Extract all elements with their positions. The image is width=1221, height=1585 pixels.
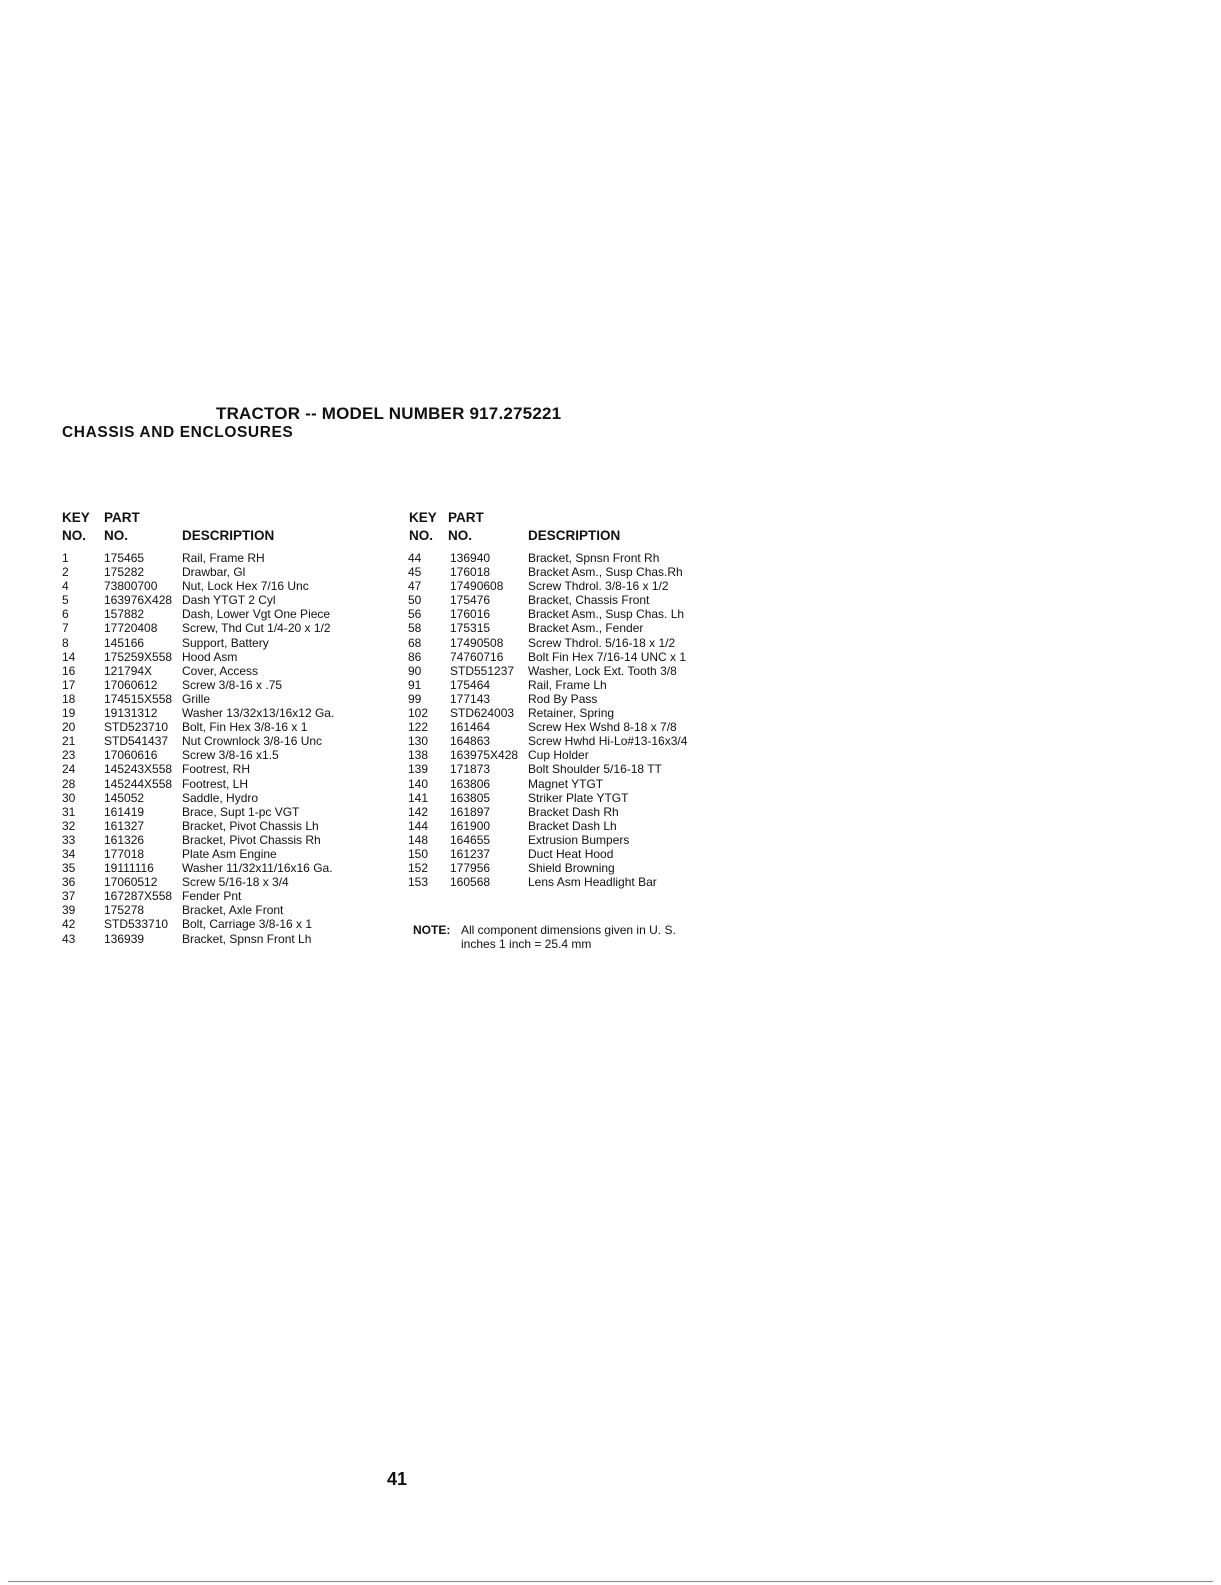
table-row xyxy=(408,861,720,875)
description-cell: Nut, Lock Hex 7/16 Unc xyxy=(182,579,309,594)
key-no-cell: 28 xyxy=(62,776,76,791)
right-header-part-line1: PART xyxy=(448,510,484,525)
key-no-cell: 45 xyxy=(408,565,422,580)
description-cell: Retainer, Spring xyxy=(528,706,615,721)
part-no-cell: 175464 xyxy=(450,677,491,692)
key-no-cell: 6 xyxy=(62,607,69,622)
part-no-cell: 17490508 xyxy=(450,635,504,650)
table-row xyxy=(408,551,720,565)
description-cell: Screw 5/16-18 x 3/4 xyxy=(182,875,289,890)
description-cell: Dash, Lower Vgt One Piece xyxy=(182,607,331,622)
note-label: NOTE: xyxy=(413,923,451,937)
part-no-cell: 167287X558 xyxy=(104,889,173,904)
part-no-cell: 176018 xyxy=(450,565,491,580)
table-row xyxy=(408,734,720,748)
right-header-description: DESCRIPTION xyxy=(528,528,621,543)
part-no-cell: 176016 xyxy=(450,607,491,622)
part-no-cell: 163975X428 xyxy=(450,748,519,763)
table-row xyxy=(408,833,720,847)
right-header-key-line1: KEY xyxy=(409,510,437,525)
key-no-cell: 18 xyxy=(62,691,76,706)
part-no-cell: 19131312 xyxy=(104,706,158,721)
description-cell: Cover, Access xyxy=(182,663,259,678)
table-row xyxy=(62,777,362,791)
page-bottom-rule xyxy=(8,1581,1213,1582)
part-no-cell: STD624003 xyxy=(450,706,515,721)
key-no-cell: 141 xyxy=(408,790,429,805)
part-no-cell: 145166 xyxy=(104,635,145,650)
left-header-key-line2: NO. xyxy=(62,528,87,543)
left-header-part-line2: NO. xyxy=(104,528,129,543)
key-no-cell: 152 xyxy=(408,861,429,876)
description-cell: Dash YTGT 2 Cyl xyxy=(182,593,276,608)
part-no-cell: 175476 xyxy=(450,593,491,608)
part-no-cell: 73800700 xyxy=(104,579,158,594)
page-number: 41 xyxy=(387,1469,408,1489)
key-no-cell: 130 xyxy=(408,734,429,749)
key-no-cell: 37 xyxy=(62,889,76,904)
key-no-cell: 44 xyxy=(408,551,422,565)
table-row xyxy=(408,706,720,720)
part-no-cell: 163976X428 xyxy=(104,593,173,608)
table-row xyxy=(62,706,362,720)
description-cell: Brace, Supt 1-pc VGT xyxy=(182,804,300,819)
key-no-cell: 56 xyxy=(408,607,422,622)
description-cell: Bolt Fin Hex 7/16-14 UNC x 1 xyxy=(528,649,687,664)
part-no-cell: 164863 xyxy=(450,734,491,749)
key-no-cell: 14 xyxy=(62,649,76,664)
table-row xyxy=(408,636,720,650)
part-no-cell: 177143 xyxy=(450,691,491,706)
left-header-part-line1: PART xyxy=(104,510,140,525)
part-no-cell: 161464 xyxy=(450,720,491,735)
description-cell: Screw, Thd Cut 1/4-20 x 1/2 xyxy=(182,621,331,636)
page-title: TRACTOR -- MODEL NUMBER 917.275221 xyxy=(216,404,562,423)
description-cell: Bracket, Pivot Chassis Rh xyxy=(182,832,321,847)
right-header-key-line2: NO. xyxy=(409,528,434,543)
key-no-cell: 2 xyxy=(62,565,69,580)
part-no-cell: 136940 xyxy=(450,551,491,565)
description-cell: Washer 13/32x13/16x12 Ga. xyxy=(182,706,335,721)
description-cell: Rail, Frame Lh xyxy=(528,677,607,692)
description-cell: Cup Holder xyxy=(528,748,589,763)
description-cell: Screw Thdrol. 5/16-18 x 1/2 xyxy=(528,635,676,650)
key-no-cell: 58 xyxy=(408,621,422,636)
description-cell: Bracket Asm., Susp Chas.Rh xyxy=(528,565,683,580)
key-no-cell: 99 xyxy=(408,691,422,706)
description-cell: Rail, Frame RH xyxy=(182,551,265,565)
table-row xyxy=(408,777,720,791)
table-row xyxy=(408,805,720,819)
description-cell: Striker Plate YTGT xyxy=(528,790,629,805)
key-no-cell: 50 xyxy=(408,593,422,608)
description-cell: Screw Hex Wshd 8-18 x 7/8 xyxy=(528,720,677,735)
key-no-cell: 144 xyxy=(408,818,429,833)
part-no-cell: 145052 xyxy=(104,790,145,805)
part-no-cell: 17060616 xyxy=(104,748,158,763)
part-no-cell: 164655 xyxy=(450,832,491,847)
table-row xyxy=(62,551,362,565)
table-row xyxy=(408,748,720,762)
part-no-cell: STD533710 xyxy=(104,917,169,932)
table-row xyxy=(62,692,362,706)
table-row xyxy=(62,678,362,692)
part-no-cell: 163805 xyxy=(450,790,491,805)
part-no-cell: 17490608 xyxy=(450,579,504,594)
part-no-cell: 161327 xyxy=(104,818,145,833)
description-cell: Duct Heat Hood xyxy=(528,846,614,861)
key-no-cell: 42 xyxy=(62,917,76,932)
part-no-cell: 175282 xyxy=(104,565,145,580)
note-line-2: inches 1 inch = 25.4 mm xyxy=(461,937,592,951)
table-row xyxy=(408,579,720,593)
description-cell: Bracket, Axle Front xyxy=(182,903,284,918)
description-cell: Drawbar, Gl xyxy=(182,565,246,580)
table-row xyxy=(408,791,720,805)
part-no-cell: 157882 xyxy=(104,607,145,622)
part-no-cell: 175259X558 xyxy=(104,649,173,664)
table-row xyxy=(408,650,720,664)
key-no-cell: 148 xyxy=(408,832,429,847)
key-no-cell: 91 xyxy=(408,677,422,692)
description-cell: Bolt Shoulder 5/16-18 TT xyxy=(528,762,662,777)
part-no-cell: 163806 xyxy=(450,776,491,791)
description-cell: Bracket Asm., Susp Chas. Lh xyxy=(528,607,685,622)
key-no-cell: 90 xyxy=(408,663,422,678)
key-no-cell: 102 xyxy=(408,706,429,721)
key-no-cell: 43 xyxy=(62,931,76,946)
part-no-cell: 161897 xyxy=(450,804,491,819)
part-no-cell: 161419 xyxy=(104,804,145,819)
part-no-cell: 17060512 xyxy=(104,875,158,890)
table-row xyxy=(408,847,720,861)
key-no-cell: 39 xyxy=(62,903,76,918)
part-no-cell: 121794X xyxy=(104,663,153,678)
part-no-cell: 19111116 xyxy=(104,861,154,876)
key-no-cell: 16 xyxy=(62,663,76,678)
description-cell: Washer, Lock Ext. Tooth 3/8 xyxy=(528,663,677,678)
part-no-cell: 161326 xyxy=(104,832,145,847)
key-no-cell: 33 xyxy=(62,832,76,847)
part-no-cell: STD541437 xyxy=(104,734,169,749)
key-no-cell: 7 xyxy=(62,621,69,636)
key-no-cell: 23 xyxy=(62,748,76,763)
description-cell: Bracket, Spnsn Front Lh xyxy=(182,931,312,946)
description-cell: Extrusion Bumpers xyxy=(528,832,630,847)
part-no-cell: 136939 xyxy=(104,931,145,946)
table-row xyxy=(62,593,362,607)
table-row xyxy=(62,917,362,931)
left-parts-table xyxy=(62,551,362,946)
part-no-cell: 177956 xyxy=(450,861,491,876)
part-no-cell: 161900 xyxy=(450,818,491,833)
description-cell: Bracket, Pivot Chassis Lh xyxy=(182,818,319,833)
key-no-cell: 5 xyxy=(62,593,69,608)
table-row xyxy=(62,579,362,593)
key-no-cell: 36 xyxy=(62,875,76,890)
table-row xyxy=(408,593,720,607)
part-no-cell: 175278 xyxy=(104,903,145,918)
description-cell: Footrest, LH xyxy=(182,776,249,791)
key-no-cell: 140 xyxy=(408,776,429,791)
key-no-cell: 20 xyxy=(62,720,76,735)
right-header-part-line2: NO. xyxy=(448,528,473,543)
table-row xyxy=(62,791,362,805)
table-row xyxy=(62,748,362,762)
table-row xyxy=(408,720,720,734)
part-no-cell: 175465 xyxy=(104,551,145,565)
part-no-cell: 171873 xyxy=(450,762,491,777)
description-cell: Screw 3/8-16 x1.5 xyxy=(182,748,279,763)
key-no-cell: 150 xyxy=(408,846,429,861)
description-cell: Bracket, Chassis Front xyxy=(528,593,650,608)
key-no-cell: 142 xyxy=(408,804,429,819)
table-row xyxy=(408,692,720,706)
part-no-cell: 17060612 xyxy=(104,677,158,692)
table-row xyxy=(62,621,362,635)
key-no-cell: 1 xyxy=(62,551,69,565)
part-no-cell: 17720408 xyxy=(104,621,158,636)
table-row xyxy=(62,762,362,776)
description-cell: Fender Pnt xyxy=(182,889,242,904)
section-title: CHASSIS AND ENCLOSURES xyxy=(62,424,294,441)
description-cell: Bracket, Spnsn Front Rh xyxy=(528,551,660,565)
part-no-cell: 175315 xyxy=(450,621,491,636)
description-cell: Nut Crownlock 3/8-16 Unc xyxy=(182,734,323,749)
description-cell: Hood Asm xyxy=(182,649,238,664)
table-row xyxy=(62,720,362,734)
table-row xyxy=(408,678,720,692)
key-no-cell: 34 xyxy=(62,846,76,861)
key-no-cell: 32 xyxy=(62,818,76,833)
description-cell: Lens Asm Headlight Bar xyxy=(528,875,657,890)
description-cell: Plate Asm Engine xyxy=(182,846,277,861)
table-row xyxy=(408,565,720,579)
description-cell: Screw 3/8-16 x .75 xyxy=(182,677,283,692)
description-cell: Bolt, Carriage 3/8-16 x 1 xyxy=(182,917,313,932)
part-no-cell: STD551237 xyxy=(450,663,515,678)
description-cell: Screw Thdrol. 3/8-16 x 1/2 xyxy=(528,579,669,594)
table-row xyxy=(408,875,720,889)
part-no-cell: 145243X558 xyxy=(104,762,173,777)
description-cell: Screw Hwhd Hi-Lo#13-16x3/4 xyxy=(528,734,688,749)
description-cell: Magnet YTGT xyxy=(528,776,604,791)
table-row xyxy=(408,664,720,678)
key-no-cell: 138 xyxy=(408,748,429,763)
table-row xyxy=(408,621,720,635)
table-row xyxy=(62,833,362,847)
description-cell: Rod By Pass xyxy=(528,691,598,706)
part-no-cell: STD523710 xyxy=(104,720,169,735)
table-row xyxy=(62,664,362,678)
description-cell: Support, Battery xyxy=(182,635,269,650)
key-no-cell: 86 xyxy=(408,649,422,664)
key-no-cell: 47 xyxy=(408,579,422,594)
table-row xyxy=(62,932,362,946)
table-row xyxy=(408,607,720,621)
table-row xyxy=(62,636,362,650)
key-no-cell: 4 xyxy=(62,579,69,594)
key-no-cell: 122 xyxy=(408,720,429,735)
table-row xyxy=(62,819,362,833)
table-row xyxy=(62,847,362,861)
table-row xyxy=(62,734,362,748)
description-cell: Grille xyxy=(182,691,211,706)
table-row xyxy=(62,903,362,917)
table-row xyxy=(408,762,720,776)
key-no-cell: 153 xyxy=(408,875,429,890)
left-header-description: DESCRIPTION xyxy=(182,528,275,543)
table-row xyxy=(408,819,720,833)
key-no-cell: 19 xyxy=(62,706,76,721)
key-no-cell: 31 xyxy=(62,804,76,819)
table-row xyxy=(62,889,362,903)
table-row xyxy=(62,875,362,889)
key-no-cell: 21 xyxy=(62,734,76,749)
description-cell: Bracket Dash Rh xyxy=(528,804,619,819)
description-cell: Bolt, Fin Hex 3/8-16 x 1 xyxy=(182,720,308,735)
description-cell: Bracket Dash Lh xyxy=(528,818,617,833)
right-parts-table xyxy=(408,551,720,889)
key-no-cell: 30 xyxy=(62,790,76,805)
table-row xyxy=(62,565,362,579)
description-cell: Washer 11/32x11/16x16 Ga. xyxy=(182,861,333,876)
key-no-cell: 35 xyxy=(62,861,76,876)
key-no-cell: 24 xyxy=(62,762,76,777)
description-cell: Shield Browning xyxy=(528,861,615,876)
part-no-cell: 145244X558 xyxy=(104,776,173,791)
table-row xyxy=(62,861,362,875)
part-no-cell: 174515X558 xyxy=(104,691,173,706)
key-no-cell: 68 xyxy=(408,635,422,650)
part-no-cell: 161237 xyxy=(450,846,491,861)
key-no-cell: 139 xyxy=(408,762,429,777)
part-no-cell: 177018 xyxy=(104,846,145,861)
left-header-key-line1: KEY xyxy=(62,510,90,525)
description-cell: Saddle, Hydro xyxy=(182,790,259,805)
table-row xyxy=(62,805,362,819)
part-no-cell: 160568 xyxy=(450,875,491,890)
table-row xyxy=(62,650,362,664)
description-cell: Footrest, RH xyxy=(182,762,251,777)
part-no-cell: 74760716 xyxy=(450,649,504,664)
description-cell: Bracket Asm., Fender xyxy=(528,621,644,636)
table-row xyxy=(62,607,362,621)
note-line-1: All component dimensions given in U. S. xyxy=(461,923,676,937)
key-no-cell: 8 xyxy=(62,635,69,650)
key-no-cell: 17 xyxy=(62,677,76,692)
